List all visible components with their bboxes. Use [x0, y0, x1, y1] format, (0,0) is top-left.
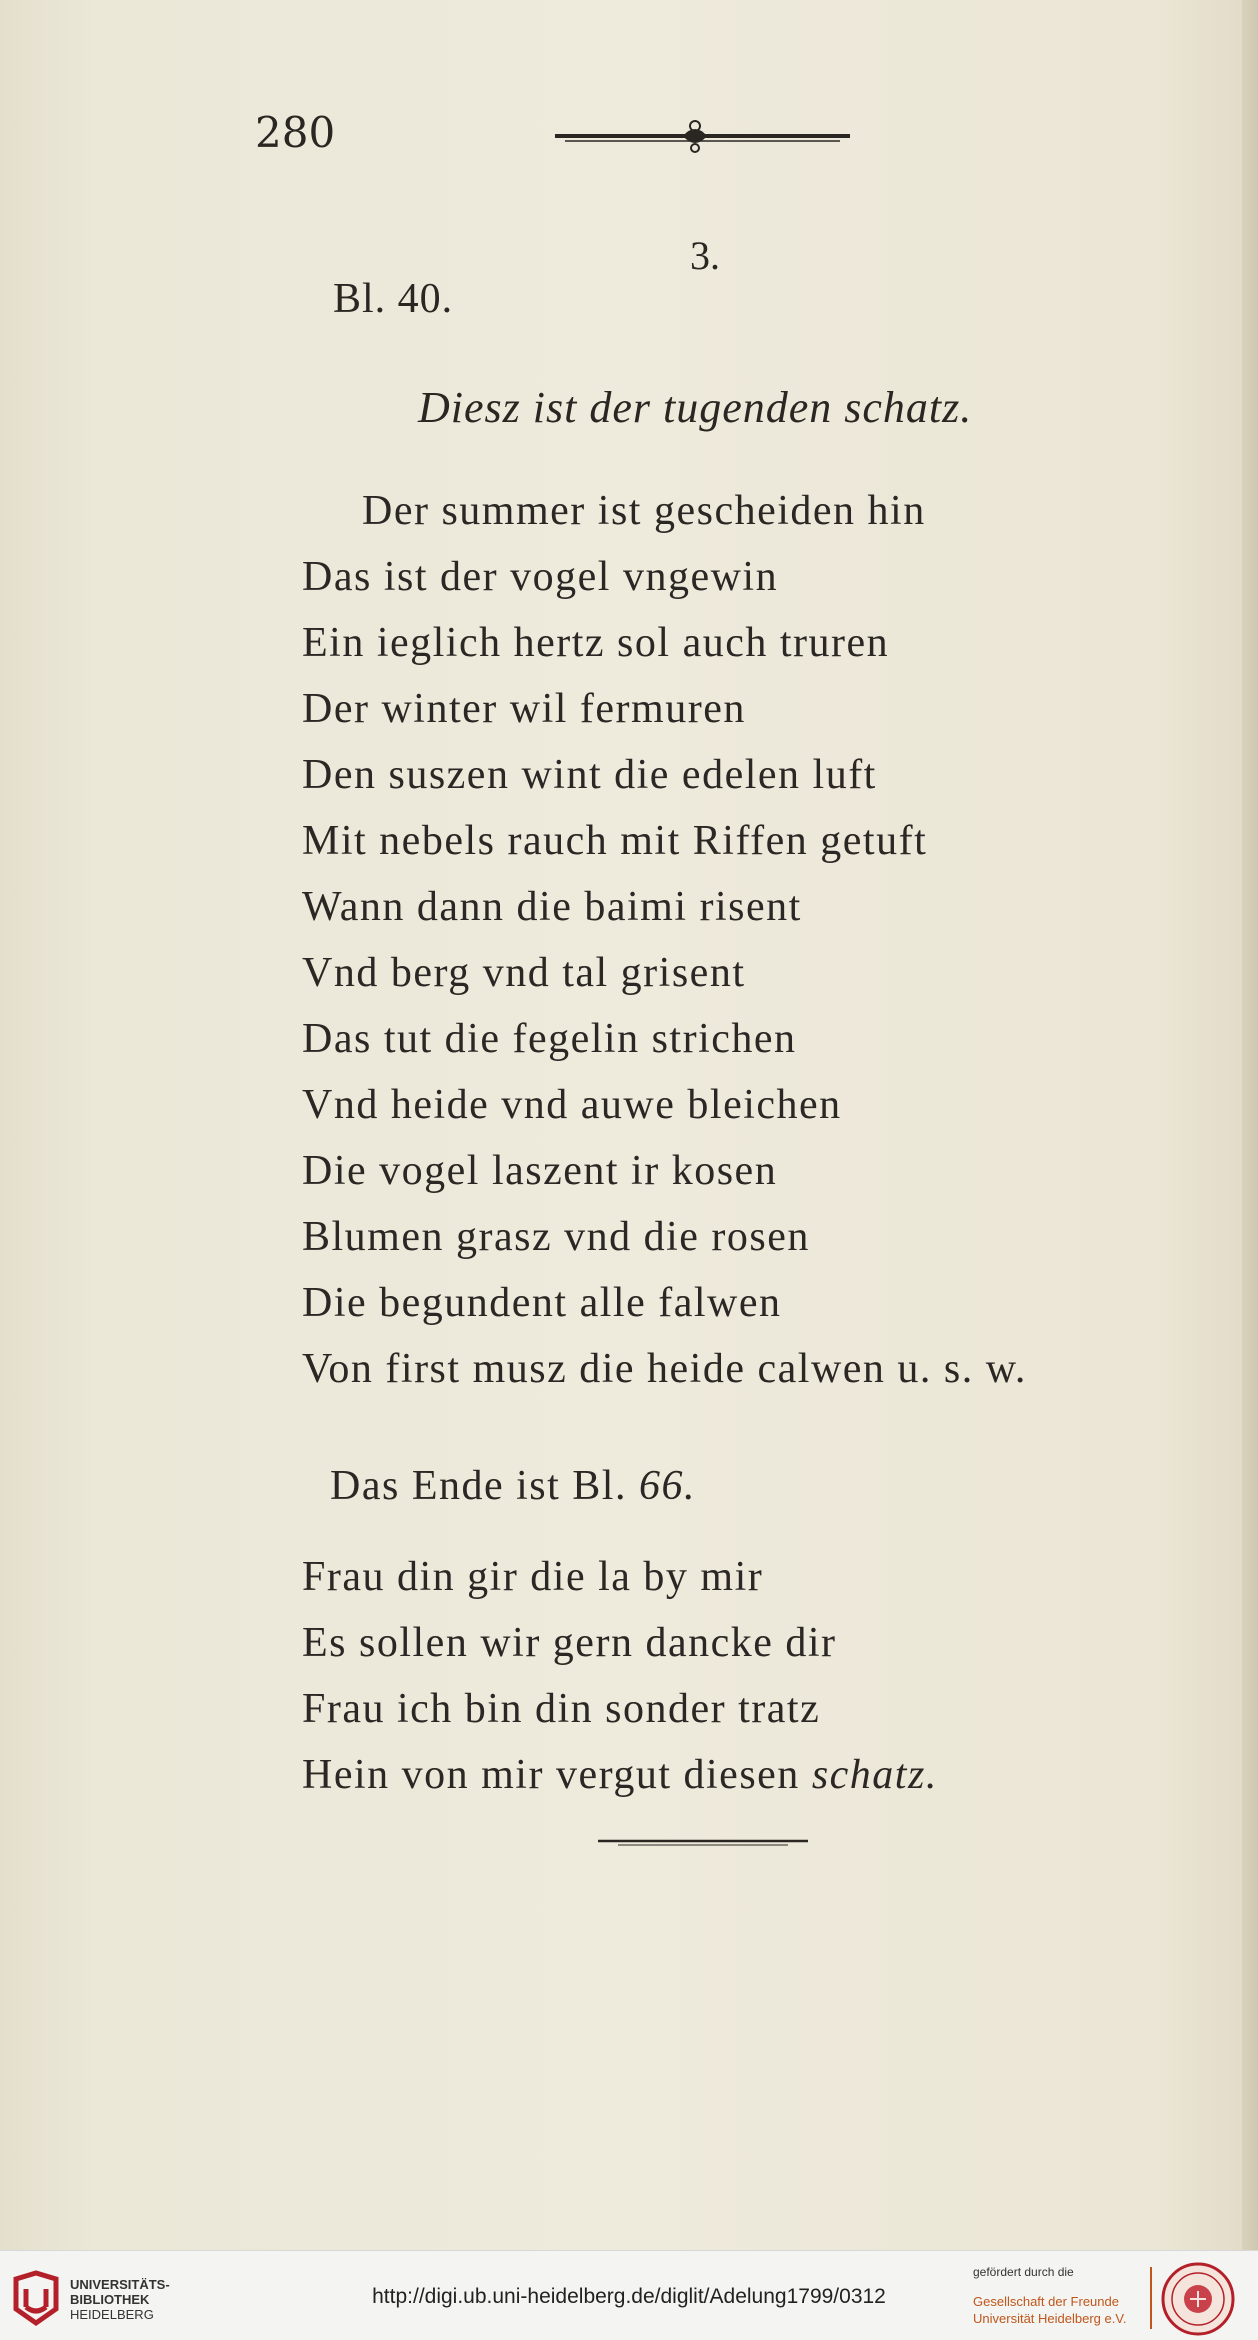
- end-rule: [598, 1838, 808, 1848]
- library-name-line1: UNIVERSITÄTS-: [70, 2277, 170, 2292]
- page-edge: [1242, 0, 1258, 2250]
- sponsor-line1: Gesellschaft der Freunde: [973, 2294, 1119, 2309]
- verse-line: Ein ieglich hertz sol auch truren: [302, 620, 890, 666]
- verse-line: Frau ich bin din sonder tratz: [302, 1686, 821, 1732]
- verse-line: Blumen grasz vnd die rosen: [302, 1214, 810, 1260]
- university-seal-icon: [1160, 2261, 1236, 2337]
- verse-last-text: Hein von mir vergut diesen: [302, 1752, 812, 1798]
- verse-last-italic: schatz.: [811, 1752, 938, 1798]
- verse-line: Vnd berg vnd tal grisent: [302, 950, 746, 996]
- ending-page: 66.: [638, 1463, 696, 1509]
- verse-line: Die begundent alle falwen: [302, 1280, 782, 1326]
- ending-reference: [330, 1462, 696, 1510]
- sheet-reference: Bl. 40.: [333, 276, 454, 322]
- poem-heading: Diesz ist der tugenden schatz.: [418, 383, 973, 432]
- section-number: 3.: [690, 233, 720, 278]
- verse-line: Von first musz die heide calwen u. s. w.: [302, 1346, 1027, 1392]
- closing-verse: [302, 1544, 938, 1808]
- ornament-divider: [555, 118, 850, 154]
- verse-line: Das tut die fegelin strichen: [302, 1016, 797, 1062]
- verse-line: Es sollen wir gern dancke dir: [302, 1620, 837, 1666]
- verse-line: Frau din gir die la by mir: [302, 1554, 764, 1600]
- sponsor-name: [973, 2293, 1126, 2327]
- verse-line: Die vogel laszent ir kosen: [302, 1148, 778, 1194]
- verse-line: Mit nebels rauch mit Riffen getuft: [302, 818, 928, 864]
- footer-bar: [0, 2250, 1258, 2340]
- verse-line-last: [302, 1742, 938, 1808]
- verse-line: Den suszen wint die edelen luft: [302, 752, 877, 798]
- permalink-url[interactable]: http://digi.ub.uni-heidelberg.de/diglit/Adelung1799/0312: [372, 2285, 886, 2308]
- library-name-line3: HEIDELBERG: [70, 2307, 154, 2322]
- sponsor-line2: Universität Heidelberg e.V.: [973, 2311, 1127, 2326]
- sponsor-label: gefördert durch die: [973, 2265, 1074, 2279]
- library-name-line2: BIBLIOTHEK: [70, 2292, 150, 2307]
- verse-line: Das ist der vogel vngewin: [302, 554, 779, 600]
- verse-line: Wann dann die baimi risent: [302, 884, 802, 930]
- verse-line: Der winter wil fermuren: [302, 686, 746, 732]
- sponsor-divider: [1150, 2267, 1152, 2329]
- verse-line: Vnd heide vnd auwe bleichen: [302, 1082, 842, 1128]
- ending-label: Das Ende ist Bl.: [330, 1463, 627, 1509]
- page-number: 280: [255, 108, 336, 157]
- verse-line: Der summer ist gescheiden hin: [362, 488, 926, 534]
- poem-verse: [302, 478, 1027, 1402]
